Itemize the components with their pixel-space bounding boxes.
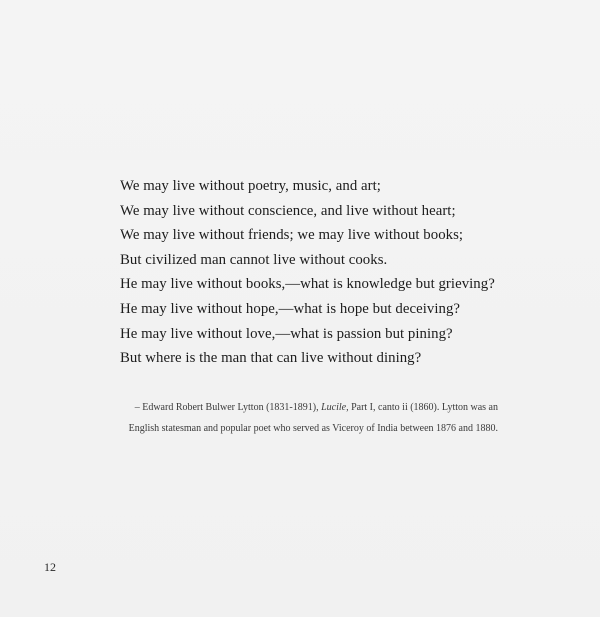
poem-block — [120, 174, 495, 371]
attribution-note — [118, 397, 498, 439]
attribution-details: Part I, canto ii (1860). Lytton was an English statesman and popular poet who served as Viceroy of India between 1876 and 1880. — [128, 402, 498, 434]
poem-line: He may live without hope,—what is hope but deceiving? — [120, 300, 461, 317]
poem-line: We may live without friends; we may live without books; — [120, 227, 464, 244]
page-number: 12 — [44, 560, 56, 574]
poem-line: We may live without conscience, and live without heart; — [120, 202, 456, 219]
attribution-author: – Edward Robert Bulwer Lytton (1831-1891), — [134, 402, 322, 413]
poem-line: He may live without love,—what is passion but pining? — [120, 325, 453, 342]
poem-line: He may live without books,—what is knowledge but grieving? — [120, 276, 495, 293]
poem-line: But civilized man cannot live without cooks. — [120, 251, 388, 268]
poem-line: But where is the man that can live without dining? — [120, 350, 422, 367]
attribution-work-title: Lucile, — [321, 402, 349, 413]
poem-line: We may live without poetry, music, and art; — [120, 178, 381, 194]
